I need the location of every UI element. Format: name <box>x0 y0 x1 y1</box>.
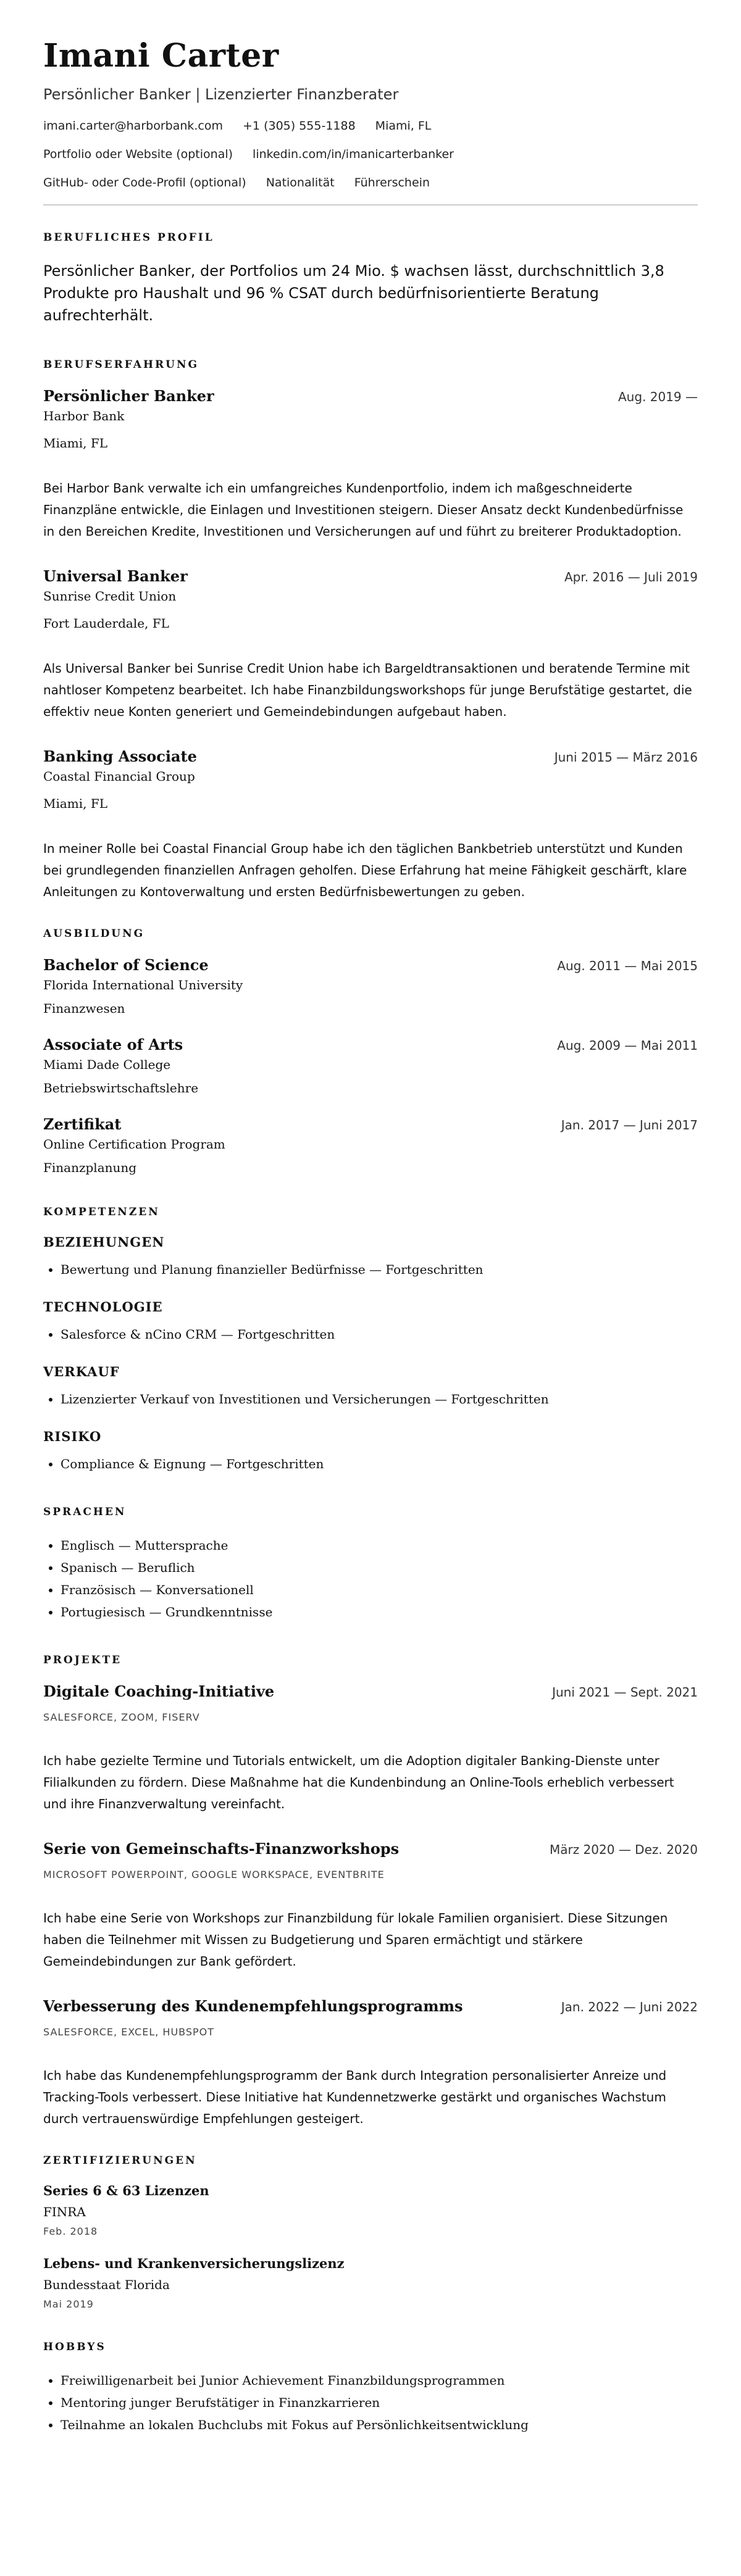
skill-category: BEZIEHUNGEN <box>43 1234 165 1250</box>
skill-category: VERKAUF <box>43 1364 120 1379</box>
degree-date: Aug. 2011 — Mai 2015 <box>557 958 698 973</box>
hobbies-section-title: HOBBYS <box>43 2341 106 2353</box>
skill-list <box>43 1258 698 1281</box>
hobby-item: • Mentoring junger Berufstätiger in Finanzkarrieren <box>61 2391 698 2414</box>
project-name: Verbesserung des Kundenempfehlungsprogramms <box>43 1997 463 2015</box>
project-name: Serie von Gemeinschafts-Finanzworkshops <box>43 1840 400 1858</box>
skill-list <box>43 1388 698 1410</box>
experience-entry <box>43 567 698 723</box>
project-tech: SALESFORCE, EXCEL, HUBSPOT <box>43 2026 215 2038</box>
job-company: Coastal Financial Group <box>43 769 195 784</box>
project-entry <box>43 1997 698 2130</box>
degree-date: Aug. 2009 — Mai 2011 <box>557 1038 698 1053</box>
skill-item: • Lizenzierter Verkauf von Investitionen und Versicherungen — Fortgeschritten <box>61 1388 698 1410</box>
experience-entry <box>43 747 698 903</box>
project-description: Ich habe gezielte Termine und Tutorials entwickelt, um die Adoption digitaler Banking-Dienste unter Filialkunden zu fördern. Diese Maßnahme hat die Kundenbindung an Online-Tools erheblich verbessert und ihre Finanzverwaltung vereinfacht. <box>43 1753 674 1811</box>
hobby-list <box>43 2369 698 2436</box>
study-field: Finanzwesen <box>43 1001 125 1016</box>
project-date: Juni 2021 — Sept. 2021 <box>552 1685 698 1700</box>
language-item: • Französisch — Konversationell <box>61 1579 698 1601</box>
skill-list <box>43 1453 698 1475</box>
language-item: • Spanisch — Beruflich <box>61 1556 698 1579</box>
project-entry <box>43 1682 698 1815</box>
certification-issuer: Bundesstaat Florida <box>43 2277 170 2292</box>
project-description: Ich habe das Kundenempfehlungsprogramm der Bank durch Integration personalisierter Anreize und Tracking-Tools verbessert. Diese Initiative hat Kundennetzwerke gestärkt und organisches Wachstum durch vertrauenswürdige Empfehlungen gesteigert. <box>43 2068 667 2126</box>
certification-issuer: FINRA <box>43 2204 86 2219</box>
language-list <box>43 1534 698 1623</box>
job-description: Bei Harbor Bank verwalte ich ein umfangreiches Kundenportfolio, indem ich maßgeschneiderte Finanzpläne entwickle, die Einlagen und Investitionen steigern. Dieser Ansatz deckt Kundenbedürfnisse in den Bereichen Kredite, Investitionen und Versicherungen auf und führt zu breiterer Produktadoption. <box>43 481 684 539</box>
job-location: Fort Lauderdale, FL <box>43 616 169 631</box>
degree-title: Bachelor of Science <box>43 956 209 974</box>
skill-item: • Bewertung und Planung finanzieller Bedürfnisse — Fortgeschritten <box>61 1258 698 1281</box>
hobby-item: • Freiwilligenarbeit bei Junior Achievement Finanzbildungsprogrammen <box>61 2369 698 2391</box>
certification-date: Mai 2019 <box>43 2298 94 2310</box>
candidate-name: Imani Carter <box>43 37 279 75</box>
job-company: Sunrise Credit Union <box>43 589 177 604</box>
header-divider <box>43 204 698 206</box>
education-section-title: AUSBILDUNG <box>43 928 145 940</box>
location-text: Miami, FL <box>375 119 432 133</box>
degree-date: Jan. 2017 — Juni 2017 <box>561 1118 698 1132</box>
job-description: Als Universal Banker bei Sunrise Credit Union habe ich Bargeldtransaktionen und beratende Termine mit nahtloser Kompetenz bearbeitet. Ich habe Finanzbildungsworkshops für junge Berufstätige gestartet, die effektiv neue Konten generiert und Gemeindebindungen aufgebaut haben. <box>43 661 692 719</box>
education-entry <box>43 1036 698 1095</box>
phone-text: +1 (305) 555-1188 <box>243 119 356 133</box>
skill-item: • Salesforce & nCino CRM — Fortgeschritten <box>61 1323 698 1345</box>
project-tech: MICROSOFT POWERPOINT, GOOGLE WORKSPACE, EVENTBRITE <box>43 1869 385 1880</box>
profile-section-title: BERUFLICHES PROFIL <box>43 231 214 244</box>
job-date: Juni 2015 — März 2016 <box>554 750 698 765</box>
job-location: Miami, FL <box>43 796 108 811</box>
candidate-subtitle: Persönlicher Banker | Lizenzierter Finanzberater <box>43 86 399 103</box>
license-text: Führerschein <box>354 176 430 189</box>
hobby-item: • Teilnahme an lokalen Buchclubs mit Fokus auf Persönlichkeitsentwicklung <box>61 2414 698 2436</box>
school-name: Online Certification Program <box>43 1137 225 1152</box>
language-item: • Portugiesisch — Grundkenntnisse <box>61 1601 698 1623</box>
certification-name: Lebens- und Krankenversicherungslizenz <box>43 2256 345 2271</box>
skill-list <box>43 1323 698 1345</box>
school-name: Florida International University <box>43 978 243 992</box>
skill-category: RISIKO <box>43 1429 102 1444</box>
skill-category: TECHNOLOGIE <box>43 1299 163 1315</box>
github-link[interactable]: GitHub- oder Code-Profil (optional) <box>43 176 246 189</box>
degree-title: Zertifikat <box>43 1115 122 1133</box>
certifications-section-title: ZERTIFIZIERUNGEN <box>43 2154 197 2167</box>
certification-name: Series 6 & 63 Lizenzen <box>43 2183 209 2198</box>
skills-section-title: KOMPETENZEN <box>43 1206 160 1218</box>
job-description: In meiner Rolle bei Coastal Financial Group habe ich den täglichen Bankbetrieb unterstützt und Kunden bei grundlegenden finanziellen Anfragen geholfen. Diese Erfahrung hat meine Fähigkeit geschärft, klare Anleitungen zu Kontoverwaltung und ersten Bedürfnisbewertungen zu geben. <box>43 841 687 899</box>
job-location: Miami, FL <box>43 436 108 451</box>
contact-row-1 <box>43 119 698 133</box>
job-company: Harbor Bank <box>43 409 125 423</box>
study-field: Finanzplanung <box>43 1160 137 1175</box>
job-date: Aug. 2019 — <box>618 389 698 404</box>
degree-title: Associate of Arts <box>43 1036 183 1053</box>
school-name: Miami Dade College <box>43 1057 171 1072</box>
job-title: Universal Banker <box>43 567 188 585</box>
project-description: Ich habe eine Serie von Workshops zur Finanzbildung für lokale Familien organisiert. Diese Sitzungen haben die Teilnehmer mit Wissen zu Budgetierung und Sparen ermächtigt und stärkere Gemeindebindungen zur Bank gefördert. <box>43 1911 668 1969</box>
education-entry <box>43 956 698 1016</box>
certification-date: Feb. 2018 <box>43 2225 98 2237</box>
skill-item: • Compliance & Eignung — Fortgeschritten <box>61 1453 698 1475</box>
education-entry <box>43 1115 698 1175</box>
project-entry <box>43 1840 698 1972</box>
contact-row-3 <box>43 176 698 189</box>
experience-section-title: BERUFSERFAHRUNG <box>43 359 199 371</box>
languages-section-title: SPRACHEN <box>43 1506 127 1518</box>
nationality-text: Nationalität <box>266 176 335 189</box>
project-tech: SALESFORCE, ZOOM, FISERV <box>43 1711 200 1723</box>
email-link[interactable]: imani.carter@harborbank.com <box>43 119 224 133</box>
linkedin-link[interactable]: linkedin.com/in/imanicarterbanker <box>253 147 454 161</box>
portfolio-link[interactable]: Portfolio oder Website (optional) <box>43 147 233 161</box>
experience-entry <box>43 387 698 542</box>
job-date: Apr. 2016 — Juli 2019 <box>564 570 698 584</box>
project-date: März 2020 — Dez. 2020 <box>549 1842 698 1857</box>
contact-row-2 <box>43 147 698 161</box>
job-title: Banking Associate <box>43 747 197 765</box>
certification-entry <box>43 2256 698 2310</box>
profile-text: Persönlicher Banker, der Portfolios um 24 Mio. $ wachsen lässt, durchschnittlich 3,8 Produkte pro Haushalt und 96 % CSAT durch bedürfnisorientierte Beratung aufrechterhält. <box>43 262 664 324</box>
language-item: • Englisch — Muttersprache <box>61 1534 698 1556</box>
project-date: Jan. 2022 — Juni 2022 <box>561 2000 698 2014</box>
job-title: Persönlicher Banker <box>43 387 214 405</box>
study-field: Betriebswirtschaftslehre <box>43 1081 199 1095</box>
project-name: Digitale Coaching-Initiative <box>43 1682 275 1700</box>
certification-entry <box>43 2183 698 2237</box>
projects-section-title: PROJEKTE <box>43 1654 122 1666</box>
